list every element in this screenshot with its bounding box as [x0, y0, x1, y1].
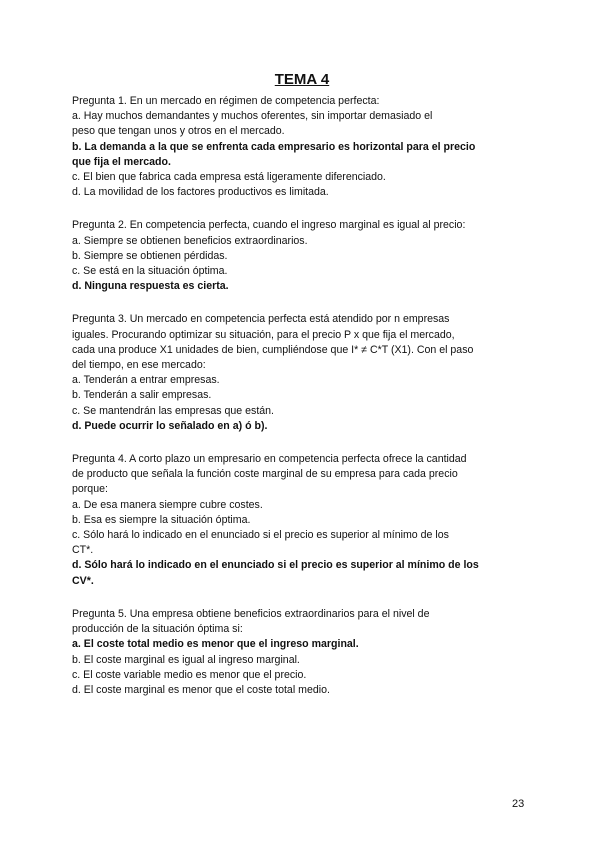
question-4: [72, 452, 532, 589]
question-line: a. Siempre se obtienen beneficios extraordinarios.: [72, 234, 308, 247]
option-line: b. El coste marginal es igual al ingreso marginal.: [72, 653, 300, 666]
option-line: c. El coste variable medio es menor que el precio.: [72, 668, 307, 681]
question-line: Pregunta 5. Una empresa obtiene beneficios extraordinarios para el nivel de: [72, 607, 430, 620]
correct-answer-line: d. Ninguna respuesta es cierta.: [72, 280, 229, 293]
correct-answer-line: d. Puede ocurrir lo señalado en a) ó b).: [72, 419, 268, 432]
question-line: de producto que señala la función coste marginal de su empresa para cada precio: [72, 468, 458, 481]
page-title: TEMA 4: [274, 71, 330, 88]
question-line: Pregunta 3. Un mercado en competencia perfecta está atendido por n empresas: [72, 313, 450, 326]
option-line: d. La movilidad de los factores productivos es limitada.: [72, 186, 329, 199]
question-line: b. Esa es siempre la situación óptima.: [72, 513, 251, 526]
question-line: CT*.: [72, 544, 94, 557]
question-line: producción de la situación óptima si:: [72, 623, 243, 636]
question-line: iguales. Procurando optimizar su situación, para el precio P x que fija el mercado,: [72, 328, 455, 341]
question-line: porque:: [72, 483, 108, 496]
question-5: [72, 607, 532, 698]
correct-answer-line: b. La demanda a la que se enfrenta cada empresario es horizontal para el precio: [72, 140, 476, 153]
question-list: [72, 94, 532, 698]
question-3: [72, 312, 532, 434]
question-line: c. Se está en la situación óptima.: [72, 265, 228, 278]
question-line: Pregunta 1. En un mercado en régimen de competencia perfecta:: [72, 95, 380, 107]
correct-answer-line: d. Sólo hará lo indicado en el enunciado si el precio es superior al mínimo de los: [72, 559, 479, 572]
question-line: peso que tengan unos y otros en el mercado.: [72, 125, 285, 138]
correct-answer-line: a. El coste total medio es menor que el ingreso marginal.: [72, 638, 359, 651]
question-line: b. Tenderán a salir empresas.: [72, 389, 212, 402]
option-line: c. El bien que fabrica cada empresa está ligeramente diferenciado.: [72, 171, 386, 184]
option-line: d. El coste marginal es menor que el coste total medio.: [72, 683, 330, 696]
question-line: del tiempo, en ese mercado:: [72, 359, 206, 372]
correct-answer-line: que fija el mercado.: [72, 155, 171, 168]
question-line: Pregunta 2. En competencia perfecta, cuando el ingreso marginal es igual al precio:: [72, 219, 466, 232]
question-1: [72, 94, 532, 200]
question-line: c. Se mantendrán las empresas que están.: [72, 404, 274, 417]
question-line: cada una produce X1 unidades de bien, cumpliéndose que I* ≠ C*T (X1). Con el paso: [72, 343, 474, 356]
question-line: a. Tenderán a entrar empresas.: [72, 374, 220, 387]
question-2: [72, 218, 532, 294]
question-line: Pregunta 4. A corto plazo un empresario en competencia perfecta ofrece la cantidad: [72, 453, 467, 466]
document-page: [72, 70, 532, 716]
question-line: b. Siempre se obtienen pérdidas.: [72, 249, 228, 262]
question-line: a. De esa manera siempre cubre costes.: [72, 498, 263, 511]
page-number: 23: [512, 798, 525, 810]
question-line: a. Hay muchos demandantes y muchos oferentes, sin importar demasiado el: [72, 110, 433, 123]
question-line: c. Sólo hará lo indicado en el enunciado si el precio es superior al mínimo de los: [72, 529, 449, 542]
correct-answer-line: CV*.: [72, 574, 94, 587]
